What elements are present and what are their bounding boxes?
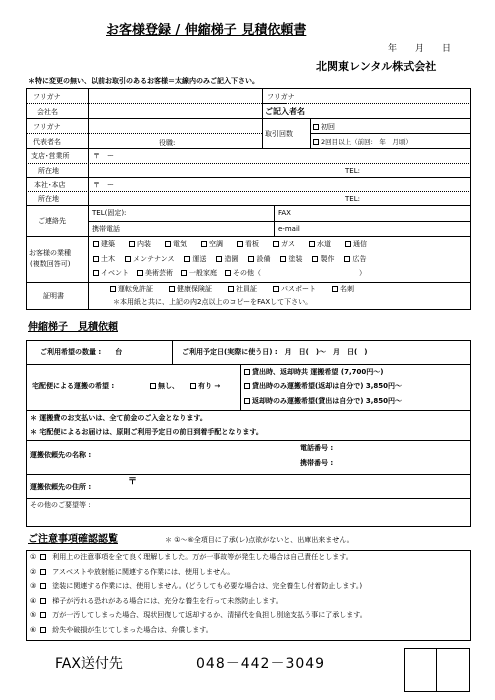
company-name-label: 会社名 (37, 108, 58, 116)
delivery-yes-checkbox[interactable] (190, 383, 196, 389)
branch-tel-label: TEL: (345, 167, 360, 175)
business-option[interactable] (165, 240, 187, 248)
precaution-checkbox[interactable] (40, 598, 46, 604)
hq-tel-label: TEL: (345, 195, 360, 203)
destination-postal[interactable]: 〒 (128, 477, 138, 487)
id-options (110, 286, 370, 293)
fax-label: FAX (278, 209, 291, 217)
id-note: ＊本用紙と共に、上記の内2点以上のコピーをFAXして下さい。 (113, 298, 313, 306)
business-label: メンテナンス (133, 255, 175, 263)
repeat-option[interactable]: 2回目以上（前回: 年 月頃） (313, 139, 412, 146)
estimate-title: 伸縮梯子 見積依頼 (28, 322, 118, 333)
business-label: 広告 (352, 255, 367, 263)
id-document-checkbox[interactable] (169, 286, 175, 292)
precaution-text: 紛失や破損が生じてしまった場合は、弁償します。 (52, 625, 213, 634)
destination-address-label: 運搬依頼先の住所 : (30, 483, 92, 491)
business-checkbox[interactable] (216, 256, 222, 262)
payment-note: ＊ 運搬費のお支払いは、全て前金のご入金となります。 (30, 414, 207, 422)
person-name-field[interactable] (320, 96, 460, 114)
business-label: 設備 (256, 255, 271, 263)
form-title: お客様登録 / 伸縮梯子 見積依頼書 (106, 23, 307, 38)
mobile-label: 携帯電話 (92, 225, 120, 233)
id-document-option[interactable] (169, 285, 212, 293)
business-checkbox[interactable] (184, 256, 190, 262)
business-option[interactable] (184, 255, 206, 263)
business-option[interactable] (280, 255, 302, 263)
business-label: 美術芸術 (145, 269, 173, 277)
business-option[interactable] (181, 269, 217, 277)
business-label: 空調 (209, 240, 223, 248)
delivery-option-1-checkbox[interactable] (244, 369, 250, 375)
hq-postal[interactable]: 〒 ー (93, 181, 114, 189)
precaution-number: ⑤ (30, 611, 37, 619)
business-label: お客様の業種 (29, 249, 71, 257)
date-field[interactable]: 年 月 日 (388, 44, 452, 54)
business-label: 看板 (245, 240, 259, 248)
business-option[interactable] (248, 255, 270, 263)
representative-label: 代表者名 (33, 138, 61, 146)
delivery-yes-option[interactable]: 有り → (190, 383, 220, 390)
id-document-checkbox[interactable] (273, 286, 279, 292)
company-name: 北関東レンタル株式会社 (316, 60, 437, 73)
id-document-label: 社員証 (236, 285, 257, 293)
precaution-number: ⑥ (30, 625, 37, 634)
notice-text: ＊特に変更の無い、以前お取引のあるお客様＝太線内のみご記入下さい。 (28, 77, 259, 85)
precaution-checkbox[interactable] (40, 627, 46, 633)
business-sublabel: (複数回答可) (30, 260, 71, 268)
delivery-option-3[interactable]: 返却時のみ運搬希望(貸出は自分で) 3,850円～ (244, 398, 402, 405)
business-option[interactable] (345, 240, 367, 248)
destination-name-label: 運搬依頼先の名称 : (30, 451, 92, 459)
precaution-item[interactable] (30, 554, 353, 561)
delivery-label: 宅配便による運搬の希望 : (32, 382, 115, 390)
business-label: 内装 (137, 240, 151, 248)
business-checkbox[interactable] (137, 270, 143, 276)
company-name-field[interactable] (95, 96, 255, 114)
hq-address-label: 所在地 (38, 195, 59, 203)
business-checkbox[interactable] (345, 241, 351, 247)
business-option[interactable] (93, 240, 115, 248)
id-document-option[interactable] (228, 285, 257, 293)
fax-label-footer: FAX送付先 (55, 656, 123, 672)
precautions-title: ご注意事項確認認覧 (28, 534, 118, 545)
business-label: 製作 (320, 255, 335, 263)
business-label: 水道 (317, 240, 331, 248)
business-option[interactable] (125, 255, 174, 263)
business-checkbox[interactable] (181, 270, 187, 276)
business-option[interactable] (225, 269, 366, 277)
business-option[interactable] (201, 240, 223, 248)
business-checkbox[interactable] (273, 241, 279, 247)
precaution-item[interactable] (30, 612, 367, 619)
business-label: ガス (281, 240, 295, 248)
person-name-label: ご記入者名 (265, 107, 305, 116)
business-checkbox[interactable] (280, 256, 286, 262)
precaution-text: 塗装に関連する作業には、使用しません。(どうしても必要な場合は、完全養生し付着防止します。) (52, 582, 363, 590)
delivery-option-1[interactable]: 貸出時、返却時共 運搬希望 (7,700円～) (244, 369, 383, 376)
precaution-number: ① (30, 553, 37, 561)
business-option[interactable] (237, 240, 259, 248)
business-label: 塗装 (288, 255, 303, 263)
delivery-option-2[interactable]: 貸出時のみ運搬希望(返却は自分で) 3,850円～ (244, 383, 402, 390)
delivery-option-2-checkbox[interactable] (244, 383, 250, 389)
branch-label: 支店･営業所 (31, 152, 70, 160)
id-document-checkbox[interactable] (110, 286, 116, 292)
delivery-no-option[interactable]: 無し、 (150, 383, 179, 390)
business-checkbox[interactable] (125, 256, 131, 262)
use-date-label[interactable]: ご利用予定日(実際に使う日) : 月 日( )～ 月 日( ) (182, 348, 368, 356)
precaution-text: 梯子が汚れる恐れがある場合には、充分な養生を行って未然防止します。 (52, 596, 283, 605)
business-option[interactable] (129, 240, 151, 248)
business-option[interactable] (137, 269, 173, 277)
business-label: 運送 (192, 255, 207, 263)
business-checkbox[interactable] (225, 270, 231, 276)
precaution-checkbox[interactable] (40, 612, 46, 618)
delivery-no-checkbox[interactable] (150, 383, 156, 389)
precaution-number: ④ (30, 596, 37, 605)
repeat-checkbox[interactable] (313, 139, 319, 145)
business-checkbox[interactable] (201, 241, 207, 247)
business-checkbox[interactable] (93, 270, 99, 276)
precaution-text: アスベストや放射能に関連する作業には、使用しません。 (52, 567, 235, 576)
id-document-label: 運転免許証 (118, 285, 153, 293)
business-label: 造園 (224, 255, 239, 263)
precaution-number: ② (30, 567, 37, 576)
precaution-text: 万が一汚してしまった場合、現状回復して返却するか、清掃代を負担し別途支払う事に了承します。 (52, 611, 367, 619)
business-row-2 (93, 256, 376, 263)
business-option[interactable] (93, 255, 115, 263)
transactions-label: 取引回数 (265, 130, 293, 138)
branch-address-label: 所在地 (38, 167, 59, 175)
business-row-1 (93, 241, 381, 248)
precaution-checkbox[interactable] (40, 569, 46, 575)
stamp-box (404, 648, 470, 692)
business-label: 土木 (101, 255, 115, 263)
business-checkbox[interactable] (344, 256, 350, 262)
business-option[interactable] (216, 255, 238, 263)
phone-label: 電話番号 : (300, 444, 334, 452)
id-document-label: パスポート (281, 285, 316, 293)
contact-label: ご連絡先 (38, 217, 66, 225)
business-option[interactable] (309, 240, 331, 248)
furigana-label-2: フリガナ (33, 123, 61, 131)
delivery-note: ＊ 宅配便によるお届けは、原則ご利用予定日の前日到着手配となります。 (30, 428, 263, 436)
business-option[interactable] (273, 240, 295, 248)
position-label: 役職: (159, 139, 176, 147)
business-option[interactable] (312, 255, 334, 263)
id-document-option[interactable] (110, 285, 153, 293)
business-label: 通信 (353, 240, 367, 248)
precaution-number: ③ (30, 582, 37, 590)
id-document-checkbox[interactable] (228, 286, 234, 292)
id-document-option[interactable] (273, 285, 316, 293)
precaution-checkbox[interactable] (40, 554, 46, 560)
email-label: e-mail (278, 225, 300, 233)
fax-number: 048－442－3049 (196, 656, 326, 672)
business-label: 建築 (101, 240, 115, 248)
precaution-checkbox[interactable] (40, 583, 46, 589)
business-label: 電気 (173, 240, 187, 248)
tel-fixed-label: TEL(固定): (92, 209, 127, 217)
business-checkbox[interactable] (237, 241, 243, 247)
delivery-option-3-checkbox[interactable] (244, 398, 250, 404)
business-checkbox[interactable] (165, 241, 171, 247)
business-checkbox[interactable] (312, 256, 318, 262)
hq-label: 本社･本店 (34, 181, 66, 189)
other-requests-label: その他のご要望等 : (30, 501, 91, 509)
business-row-3 (93, 270, 374, 277)
business-checkbox[interactable] (129, 241, 135, 247)
precaution-item[interactable] (30, 569, 234, 576)
id-document-option[interactable] (332, 285, 354, 293)
precaution-item[interactable] (30, 583, 362, 590)
id-document-label: 名刺 (340, 285, 354, 293)
business-checkbox[interactable] (93, 256, 99, 262)
id-document-label: 健康保険証 (177, 285, 212, 293)
business-checkbox[interactable] (309, 241, 315, 247)
precaution-text: 利用上の注意事項を全て良く理解しました。万が一事故等が発生した場合は自己責任とします。 (52, 553, 353, 561)
first-time-checkbox[interactable] (313, 124, 319, 130)
first-time-option[interactable]: 初回 (313, 124, 335, 131)
business-option[interactable] (344, 255, 366, 263)
person-furigana-label: フリガナ (267, 93, 295, 101)
cell-label: 携帯番号 : (300, 459, 334, 467)
business-checkbox[interactable] (93, 241, 99, 247)
branch-postal[interactable]: 〒 ー (93, 152, 114, 160)
precaution-item[interactable] (30, 598, 283, 605)
quantity-label[interactable]: ご利用希望の数量 : 台 (40, 348, 123, 356)
business-label: イベント (101, 269, 129, 277)
business-option[interactable] (93, 269, 129, 277)
precaution-item[interactable] (30, 627, 213, 634)
id-document-checkbox[interactable] (332, 286, 338, 292)
business-label: 一般家庭 (189, 269, 217, 277)
business-label: その他（ ） (233, 269, 366, 277)
precautions-subtitle: ＊ ①～⑥全項目に了承(レ)点欲がないと、出庫出来ません。 (165, 536, 354, 544)
id-label: 証明書 (43, 292, 64, 300)
furigana-label: フリガナ (33, 93, 61, 101)
business-checkbox[interactable] (248, 256, 254, 262)
